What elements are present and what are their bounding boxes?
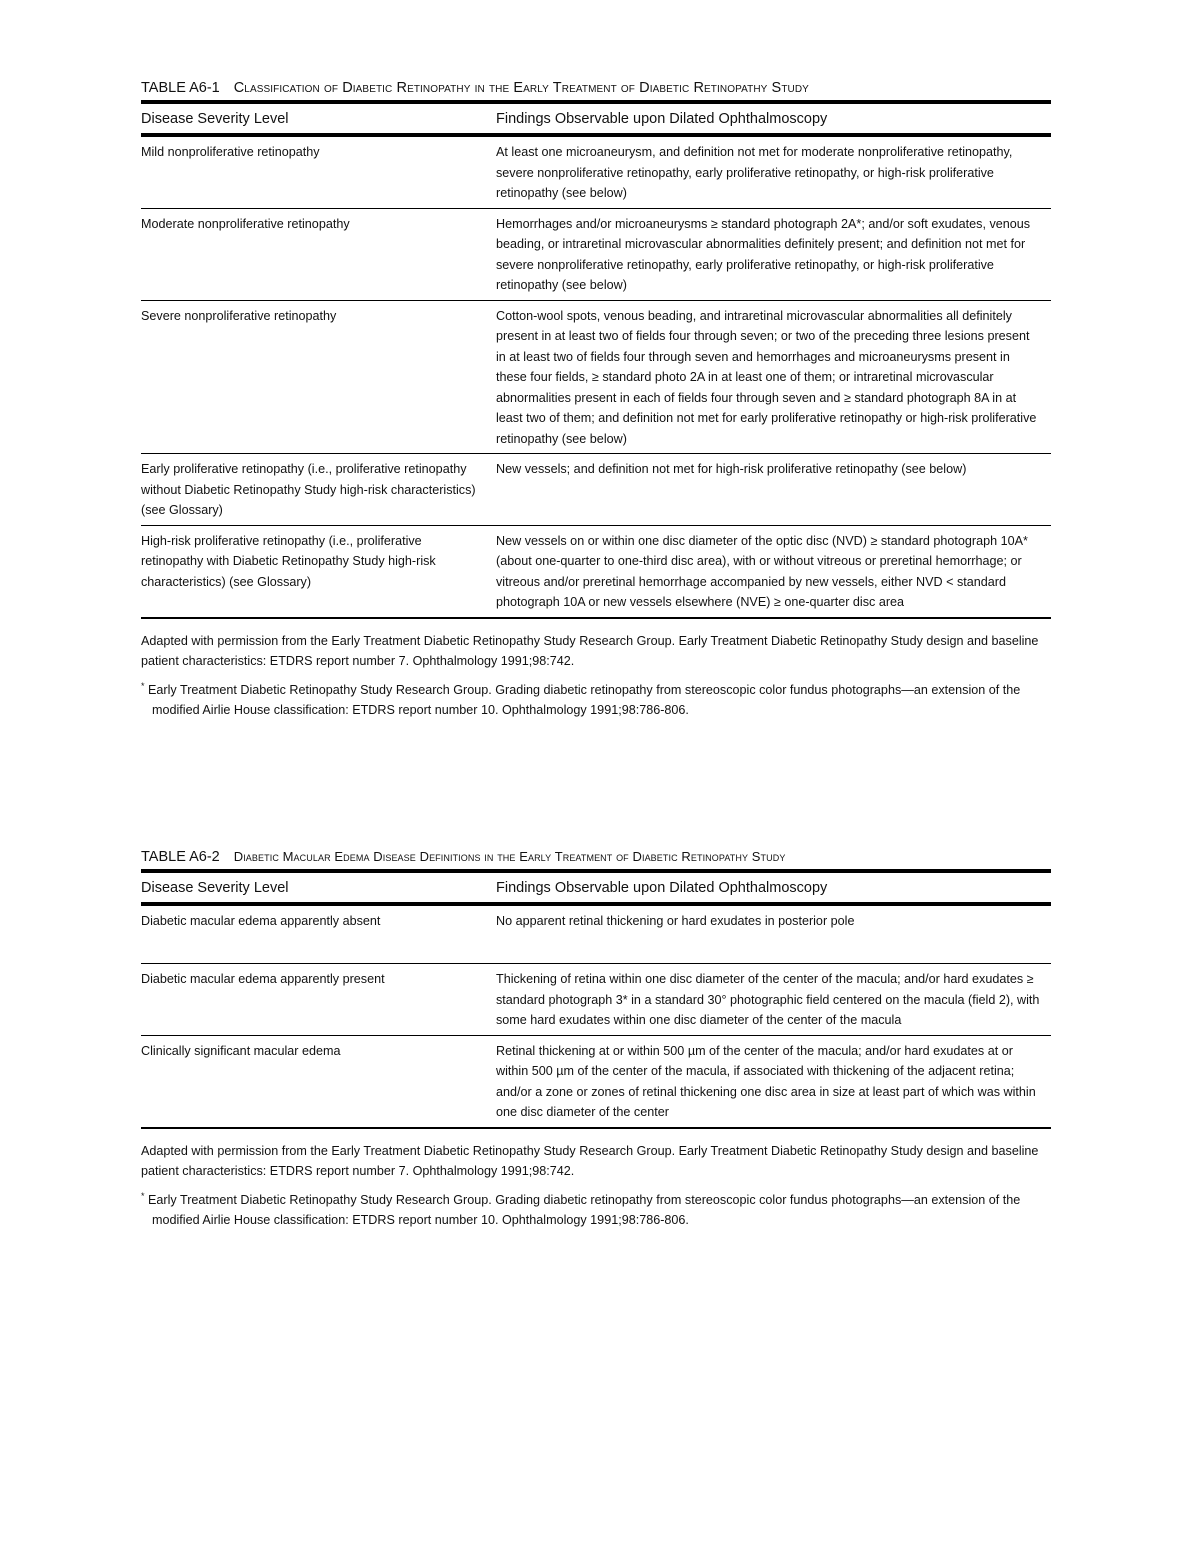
footnote bbox=[141, 676, 1051, 721]
footnote-text: Early Treatment Diabetic Retinopathy Study Research Group. Grading diabetic retinopathy from stereoscopic color fundus photographs—an extension of the modified Airlie House classification: ETDRS report number 10. Ophthalmology 1991;98:786-806. bbox=[148, 682, 1021, 717]
footnote-mark: * bbox=[141, 1190, 145, 1201]
column-header-findings: Findings Observable upon Dilated Ophthalmoscopy bbox=[496, 871, 1051, 904]
table-label: TABLE A6-1 bbox=[141, 80, 220, 96]
table-row bbox=[141, 454, 1051, 526]
table-row bbox=[141, 135, 1051, 208]
table-caption bbox=[141, 78, 1051, 98]
severity-level-cell: Diabetic macular edema apparently present bbox=[141, 964, 496, 1036]
table-row bbox=[141, 964, 1051, 1036]
table-a6-1-section bbox=[141, 78, 1051, 721]
table-notes bbox=[141, 631, 1051, 721]
footnote-mark: * bbox=[141, 680, 145, 691]
severity-level-cell: Diabetic macular edema apparently absent bbox=[141, 904, 496, 964]
findings-cell: Hemorrhages and/or microaneurysms ≥ standard photograph 2A*; and/or soft exudates, venous beading, or intraretinal microvascular abnormalities definitely present; and definition not met for severe nonproliferative retinopathy, early proliferative retinopathy, or high-risk proliferative retinopathy (see below) bbox=[496, 208, 1051, 300]
table-header-row bbox=[141, 102, 1051, 135]
source-note: Adapted with permission from the Early Treatment Diabetic Retinopathy Study Research Group. Early Treatment Diabetic Retinopathy Study design and baseline patient characteristics: ETDRS report number 7. Ophthalmology 1991;98:742. bbox=[141, 1143, 1039, 1178]
severity-level-cell: Clinically significant macular edema bbox=[141, 1035, 496, 1128]
macular-edema-table bbox=[141, 869, 1051, 1129]
table-row bbox=[141, 208, 1051, 300]
severity-level-cell: Severe nonproliferative retinopathy bbox=[141, 300, 496, 454]
findings-cell: New vessels on or within one disc diameter of the optic disc (NVD) ≥ standard photograph 10A* (about one-quarter to one-third disc area), with or without vitreous or preretinal hemorrhage; or vitreous and/or preretinal hemorrhage accompanied by new vessels, either NVD < standard photograph 10A or new vessels elsewhere (NVE) ≥ one-quarter disc area bbox=[496, 525, 1051, 618]
table-row bbox=[141, 525, 1051, 618]
table-caption bbox=[141, 847, 1051, 867]
table-header-row bbox=[141, 871, 1051, 904]
findings-cell: Cotton-wool spots, venous beading, and intraretinal microvascular abnormalities all definitely present in at least two of fields four through seven; or two of the preceding three lesions present in at least two of fields four through seven and hemorrhages and microaneurysms present in these four fields, ≥ standard photo 2A in at least one of them; or intraretinal microvascular abnormalities present in each of fields four through seven and ≥ standard photograph 8A in at least two of them; and definition not met for early proliferative retinopathy or high-risk proliferative retinopathy (see below) bbox=[496, 300, 1051, 454]
classification-table bbox=[141, 100, 1051, 619]
table-title: Diabetic Macular Edema Disease Definitions in the Early Treatment of Diabetic Retinopathy Study bbox=[233, 849, 786, 864]
column-header-findings: Findings Observable upon Dilated Ophthalmoscopy bbox=[496, 102, 1051, 135]
findings-cell: No apparent retinal thickening or hard exudates in posterior pole bbox=[496, 904, 1051, 964]
column-header-severity: Disease Severity Level bbox=[141, 871, 496, 904]
table-row bbox=[141, 1035, 1051, 1128]
findings-cell: New vessels; and definition not met for high-risk proliferative retinopathy (see below) bbox=[496, 454, 1051, 526]
severity-level-cell: Early proliferative retinopathy (i.e., proliferative retinopathy without Diabetic Retinopathy Study high-risk characteristics) (see Glossary) bbox=[141, 454, 496, 526]
findings-cell: Retinal thickening at or within 500 µm of the center of the macula; and/or hard exudates at or within 500 µm of the center of the macula, if associated with thickening of the adjacent retina; and/or a zone or zones of retinal thickening one disc area in size at least part of which was within one disc diameter of the center bbox=[496, 1035, 1051, 1128]
footnote-text: Early Treatment Diabetic Retinopathy Study Research Group. Grading diabetic retinopathy from stereoscopic color fundus photographs—an extension of the modified Airlie House classification: ETDRS report number 10. Ophthalmology 1991;98:786-806. bbox=[148, 1192, 1021, 1227]
source-note: Adapted with permission from the Early Treatment Diabetic Retinopathy Study Research Group. Early Treatment Diabetic Retinopathy Study design and baseline patient characteristics: ETDRS report number 7. Ophthalmology 1991;98:742. bbox=[141, 633, 1039, 668]
table-label: TABLE A6-2 bbox=[141, 849, 220, 865]
footnote bbox=[141, 1186, 1051, 1231]
severity-level-cell: High-risk proliferative retinopathy (i.e., proliferative retinopathy with Diabetic Retinopathy Study high-risk characteristics) (see Glossary) bbox=[141, 525, 496, 618]
table-row bbox=[141, 300, 1051, 454]
severity-level-cell: Mild nonproliferative retinopathy bbox=[141, 135, 496, 208]
table-title: Classification of Diabetic Retinopathy in the Early Treatment of Diabetic Retinopathy Study bbox=[233, 80, 809, 96]
severity-level-cell: Moderate nonproliferative retinopathy bbox=[141, 208, 496, 300]
findings-cell: Thickening of retina within one disc diameter of the center of the macula; and/or hard exudates ≥ standard photograph 3* in a standard 30° photographic field centered on the macula (field 2), with some hard exudates within one disc diameter of the center of the macula bbox=[496, 964, 1051, 1036]
column-header-severity: Disease Severity Level bbox=[141, 102, 496, 135]
table-a6-2-section bbox=[141, 847, 1051, 1231]
table-row bbox=[141, 904, 1051, 964]
findings-cell: At least one microaneurysm, and definition not met for moderate nonproliferative retinopathy, severe nonproliferative retinopathy, early proliferative retinopathy, or high-risk proliferative retinopathy (see below) bbox=[496, 135, 1051, 208]
table-notes bbox=[141, 1141, 1051, 1231]
